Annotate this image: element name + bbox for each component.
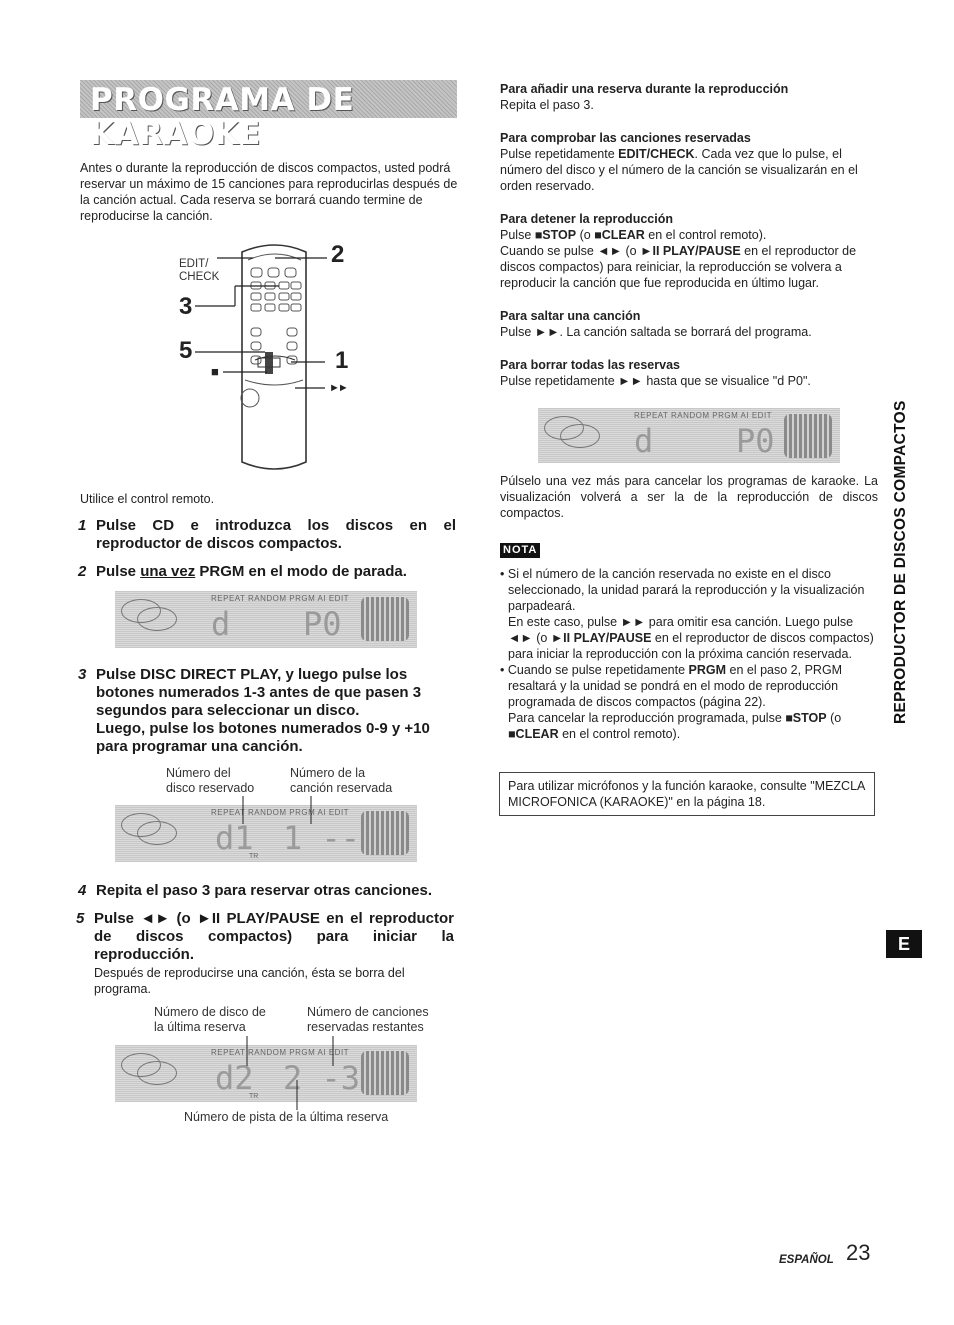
disc-icon <box>560 424 600 448</box>
label-pointers-5 <box>115 1036 417 1112</box>
callout-3: 3 <box>179 293 193 320</box>
lcd-display-clear <box>538 408 840 463</box>
step-number: 3 <box>78 666 87 683</box>
label-line: la última reserva <box>154 1020 246 1034</box>
text: Cuando se pulse ◄► (o <box>500 244 641 258</box>
display-right-digits: P0 <box>303 605 342 643</box>
text: . Cada vez que lo pulse, el número del disco y el número de la canción se visualizarán en el orden reservado. <box>500 147 858 193</box>
paragraph: Repita el paso 3. <box>500 98 594 112</box>
label-song-reserved <box>290 766 392 796</box>
display-left-digits: d1 <box>215 819 254 857</box>
note-item-cont <box>500 710 876 742</box>
text: Pulse <box>500 228 535 242</box>
step-text: Pulse CD e introduzca los discos en el reproductor de discos compactos. <box>96 517 456 552</box>
label-line: disco reservado <box>166 781 255 795</box>
disc-icon <box>137 607 177 631</box>
disc-tray-indicator <box>784 414 832 458</box>
language-tab: E <box>886 930 922 958</box>
nota-badge: NOTA <box>500 543 540 558</box>
heading-clear-all: Para borrar todas las reservas <box>500 358 680 372</box>
step-text: Pulse DISC DIRECT PLAY, y luego pulse los botones numerados 1-3 antes de que pasen 3 segundos para seleccionar un disco. <box>96 666 422 719</box>
remote-caption: Utilice el control remoto. <box>80 492 215 506</box>
step-number: 2 <box>78 563 87 580</box>
text: en el reproductor de discos compactos) para reiniciar, la reproducción se volvera a reproducir la canción que fue reproducida en último lugar. <box>500 244 857 290</box>
title-banner <box>80 80 457 152</box>
callout-5: 5 <box>179 337 193 364</box>
step-text-2: Luego, pulse los botones numerados 0-9 y +10 para programar una canción. <box>96 720 430 755</box>
display-indicators: REPEAT RANDOM PRGM AI EDIT <box>634 411 773 420</box>
label-line: Número de la <box>290 766 366 780</box>
stop-icon: ■ <box>211 364 219 379</box>
edit-label-line2: CHECK <box>179 271 220 283</box>
heading-check-songs: Para comprobar las canciones reservadas <box>500 131 751 145</box>
display-left-digits: d <box>211 605 231 643</box>
label-pointers <box>115 796 417 826</box>
note-item-cont <box>500 614 876 662</box>
text-bold: ■CLEAR <box>594 228 645 242</box>
page-title: PROGRAMA DE KARAOKE <box>90 82 355 152</box>
display-right-digits: 2 -3 <box>283 1059 361 1097</box>
text: (o <box>826 711 842 725</box>
display-left-digits: d <box>634 422 654 460</box>
callout-2: 2 <box>331 241 345 268</box>
step-number: 5 <box>76 910 85 927</box>
callout-1: 1 <box>335 347 349 374</box>
text: Pulse repetidamente <box>500 147 619 161</box>
lcd-display-step2 <box>115 591 417 648</box>
heading-add-reservation: Para añadir una reserva durante la reproducción <box>500 82 789 96</box>
display-indicators: REPEAT RANDOM PRGM AI EDIT <box>211 1048 350 1057</box>
step-number: 4 <box>78 882 87 899</box>
text-bold: ■STOP <box>785 711 827 725</box>
paragraph: Pulse repetidamente ►► hasta que se visualice "d P0". <box>500 374 811 388</box>
step-5 <box>76 910 454 964</box>
text: en el control remoto). <box>644 228 767 242</box>
display-indicators: REPEAT RANDOM PRGM AI EDIT <box>211 594 350 603</box>
note-item: • Si el número de la canción reservada no existe en el disco seleccionado, la unidad parará la reproducción y la visualización parpadeará. <box>500 567 865 613</box>
text: Si el número de la canción reservada no existe en el disco seleccionado, la unidad parará la reproducción y la visualización parpadeará. <box>507 567 865 613</box>
step-text-post: PRGM en el modo de parada. <box>195 563 407 580</box>
step-number: 1 <box>78 517 87 534</box>
edit-label-line1: EDIT/ <box>179 258 209 270</box>
fast-forward-icon: ►► <box>329 382 347 394</box>
label-last-disc <box>154 1005 266 1035</box>
text: Para cancelar la reproducción programada, pulse <box>508 711 786 725</box>
paragraph <box>500 243 878 291</box>
label-line: Número del <box>166 766 231 780</box>
reference-box: Para utilizar micrófonos y la función karaoke, consulte "MEZCLA MICROFONICA (KARAOKE)" en la página 18. <box>499 772 875 816</box>
paragraph-cancel-karaoke: Púlselo una vez más para cancelar los programas de karaoke. La visualización volverá a ser la de la reproducción de discos compactos. <box>500 474 878 520</box>
step-4 <box>78 882 456 900</box>
label-remaining <box>307 1005 429 1035</box>
notes-list <box>500 566 876 742</box>
text: Cuando se pulse repetidamente <box>507 663 689 677</box>
text: en el paso 2, PRGM resaltará y la unidad se pondrá en el modo de reproducción programada de discos compactos (página 22). <box>508 663 843 709</box>
edit-check-label <box>179 258 219 284</box>
track-indicator: TR <box>249 853 259 860</box>
text-bold: EDIT/CHECK <box>618 147 695 161</box>
remote-illustration <box>175 240 365 480</box>
step-text: Repita el paso 3 para reservar otras canciones. <box>96 882 432 899</box>
page-number: 23 <box>846 1240 871 1265</box>
step-text-underline: una vez <box>140 563 196 580</box>
text-bold: ►II PLAY/PAUSE <box>550 631 652 645</box>
side-tab-label: REPRODUCTOR DE DISCOS COMPACTOS <box>892 400 909 724</box>
text: En este caso, pulse ►► para omitir esa canción. Luego pulse ◄► (o <box>508 615 854 645</box>
text: (o <box>576 228 595 242</box>
note-item: • Cuando se pulse repetidamente PRGM en el paso 2, PRGM resaltará y la unidad se pondrá en el modo de reproducción programada de discos compactos (página 22). <box>500 663 843 709</box>
display-right-digits: P0 <box>736 422 775 460</box>
step-2 <box>78 563 456 581</box>
text-bold: ■STOP <box>534 228 577 242</box>
step-5-body: Después de reproducirse una canción, ésta se borra del programa. <box>94 966 405 996</box>
display-left-digits: d2 <box>215 1059 254 1097</box>
heading-skip-song: Para saltar una canción <box>500 309 641 323</box>
label-line: canción reservada <box>290 781 393 795</box>
text-bold: PRGM <box>688 663 727 677</box>
heading-stop-playback: Para detener la reproducción <box>500 212 673 226</box>
text: en el reproductor de discos compactos) para iniciar la reproducción con la próxima canción reservada. <box>508 631 874 661</box>
display-indicators: REPEAT RANDOM PRGM AI EDIT <box>211 808 350 817</box>
text-bold: ■CLEAR <box>508 727 559 741</box>
footer-language: ESPAÑOL <box>779 1254 834 1266</box>
text-bold: ►II PLAY/PAUSE <box>640 244 741 258</box>
label-line: Número de canciones <box>307 1005 429 1019</box>
step-text-pre: Pulse <box>96 563 141 580</box>
label-last-track: Número de pista de la última reserva <box>184 1110 389 1124</box>
paragraph: Pulse ►►. La canción saltada se borrará del programa. <box>500 325 812 339</box>
track-indicator: TR <box>249 1093 259 1100</box>
right-column <box>500 81 878 389</box>
paragraph <box>500 227 878 243</box>
step-text: Pulse ◄► (o ►II PLAY/PAUSE en el reproductor de discos compactos) para iniciar la reproducción. <box>94 910 454 963</box>
label-line: Número de disco de <box>154 1005 266 1019</box>
label-line: reservadas restantes <box>307 1020 424 1034</box>
step-3 <box>78 666 456 756</box>
text: en el control remoto). <box>558 727 681 741</box>
label-disc-reserved <box>166 766 254 796</box>
paragraph <box>500 146 878 194</box>
intro-text: Antes o durante la reproducción de discos compactos, usted podrá reservar un máximo de 15 canciones para reproducirlas después de la canción actual. Cada reserva se borrará cuando termine de reproducirse la canción. <box>80 161 458 223</box>
step-1 <box>78 517 456 553</box>
display-right-digits: 1 -- <box>283 819 361 857</box>
disc-tray-indicator <box>361 597 409 641</box>
